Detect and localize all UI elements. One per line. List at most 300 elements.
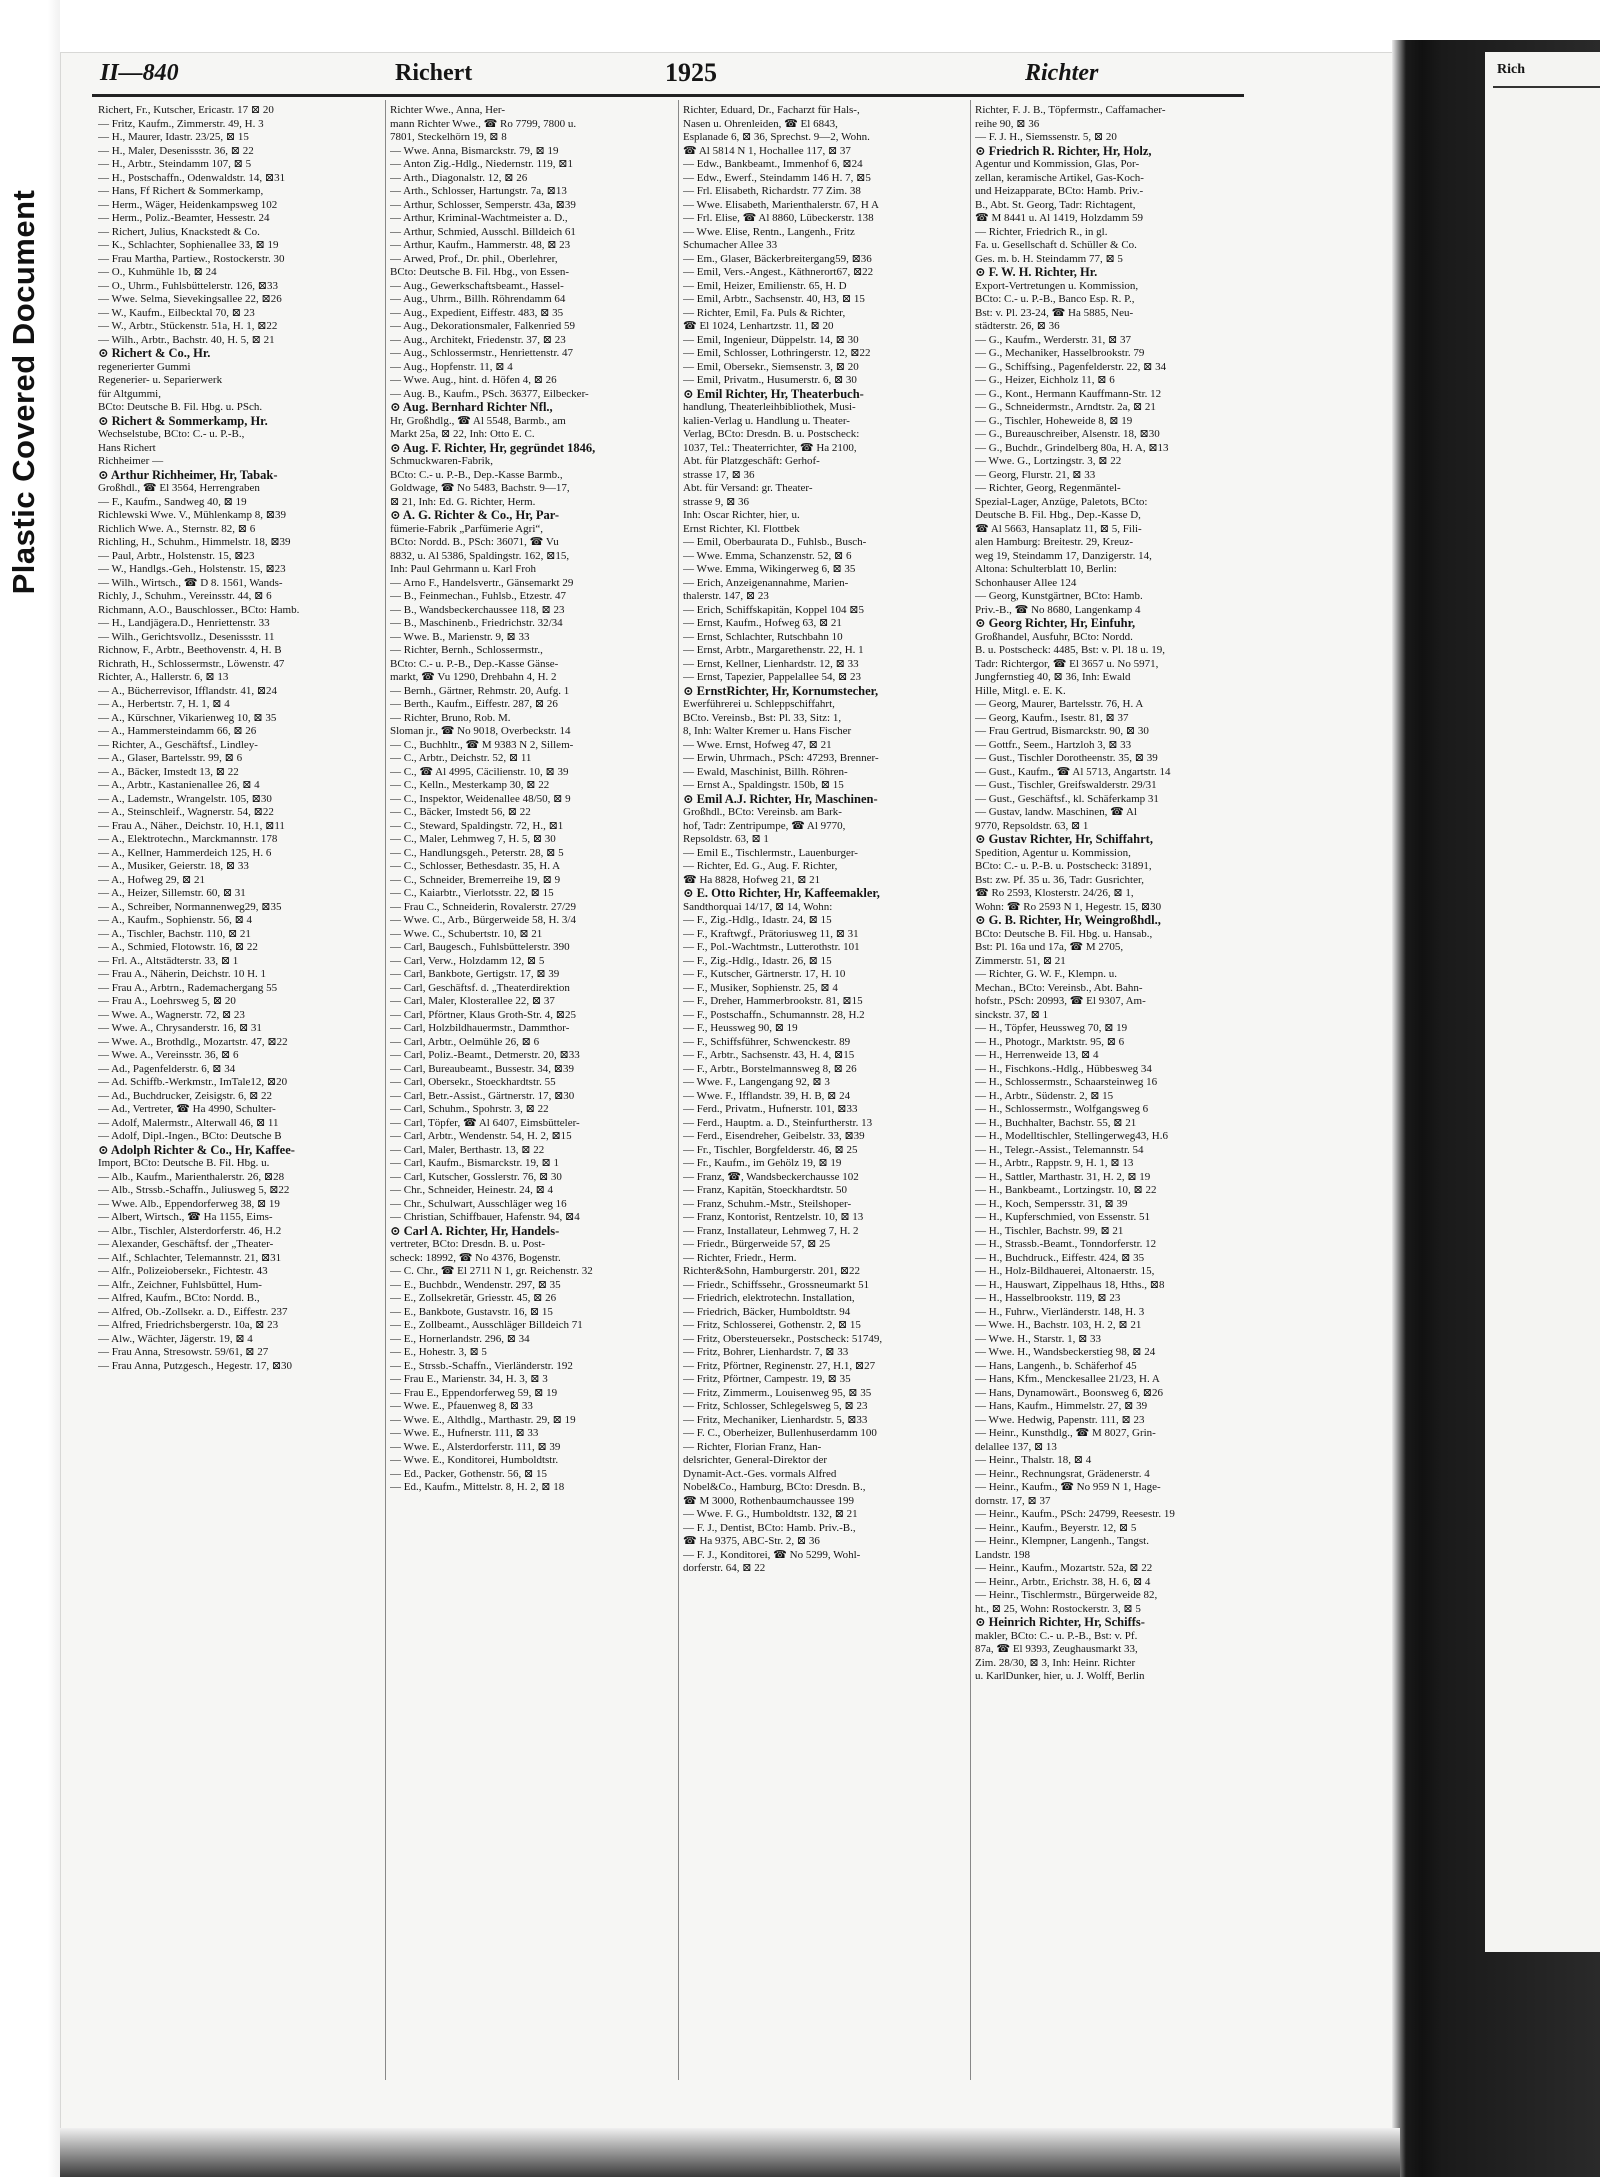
directory-entry: — Wwe. F., Langengang 92, ⊠ 3 <box>683 1076 830 1088</box>
directory-entry: fümerie-Fabrik „Parfümerie Agri“, <box>390 522 544 535</box>
directory-entry: — H., Photogr., Marktstr. 95, ⊠ 6 <box>975 1035 1125 1048</box>
directory-entry: — Alf., Schlachter, Telemannstr. 21, ⊠31 <box>98 1251 282 1264</box>
directory-entry: — Hans, Langenh., b. Schäferhof 45 <box>975 1359 1137 1372</box>
directory-entry: — A., Elektrotechn., Marckmannstr. 178 <box>98 833 278 845</box>
directory-entry: — Wwe. C., Schubertstr. 10, ⊠ 21 <box>390 927 543 940</box>
directory-entry: — A., Herbertstr. 7, H. 1, ⊠ 4 <box>98 698 230 710</box>
directory-entry: — Ernst, Schlachter, Rutschbahn 10 <box>683 630 843 643</box>
directory-entry: ht., ⊠ 25, Wohn: Rostockerstr. 3, ⊠ 5 <box>975 1602 1141 1615</box>
page-number: II—840 <box>100 60 179 86</box>
column-divider <box>385 100 386 2080</box>
directory-entry: — A., Hofweg 29, ⊠ 21 <box>98 873 205 886</box>
directory-entry: — A., Tischler, Bachstr. 110, ⊠ 21 <box>98 927 251 940</box>
directory-entry: — Wwe. Emma, Wikingerweg 6, ⊠ 35 <box>683 563 856 575</box>
directory-entry: — Richter, Emil, Fa. Puls & Richter, <box>683 306 846 319</box>
directory-entry: — Frl. Elisabeth, Richardstr. 77 Zim. 38 <box>683 185 861 197</box>
directory-entry: BCto: Deutsche B. Fil. Hbg., von Essen- <box>390 266 570 278</box>
directory-entry: — G., Bureauschreiber, Alsenstr. 18, ⊠30 <box>975 428 1160 440</box>
directory-entry: — Hans, Dynamowärt., Boonsweg 6, ⊠26 <box>975 1386 1163 1399</box>
header-left-word: Richert <box>395 60 473 86</box>
directory-entry: — F., Kraftwgf., Prätoriusweg 11, ⊠ 31 <box>683 927 859 940</box>
directory-entry: strasse 9, ⊠ 36 <box>683 495 750 508</box>
directory-entry: delallee 137, ⊠ 13 <box>975 1440 1057 1453</box>
directory-entry: — O., Kuhmühle 1b, ⊠ 24 <box>98 266 217 278</box>
directory-entry: Hille, Mitgl. e. E. K. <box>975 684 1066 697</box>
directory-entry: — Georg, Kunstgärtner, BCto: Hamb. <box>975 590 1143 602</box>
directory-entry: — E., Bankbote, Gustavstr. 16, ⊠ 15 <box>390 1305 553 1318</box>
directory-entry: — Christian, Schiffbauer, Hafenstr. 94, ⊠4 <box>390 1211 580 1223</box>
directory-entry: — Frau Anna, Stresowstr. 59/61, ⊠ 27 <box>98 1346 269 1358</box>
directory-entry: Landstr. 198 <box>975 1548 1030 1561</box>
directory-entry: Bst: Pl. 16a und 17a, ☎ M 2705, <box>975 941 1124 953</box>
directory-entry: — Richter, A., Geschäftsf., Lindley- <box>98 738 258 751</box>
directory-entry: BCto: C.- u. P.-B., Dep.-Kasse Gänse- <box>390 657 559 670</box>
directory-entry: — O., Uhrm., Fuhlsbüttelerstr. 126, ⊠33 <box>98 279 279 292</box>
column-2 <box>390 104 673 2079</box>
directory-entry: — G., Mechaniker, Hasselbrookstr. 79 <box>975 347 1145 359</box>
header-year: 1925 <box>665 58 717 87</box>
directory-entry: — Alfred, Ob.-Zollsekr. a. D., Eiffestr. 237 <box>98 1305 288 1318</box>
directory-entry: — F. J., Dentist, BCto: Hamb. Priv.-B., <box>683 1521 856 1534</box>
directory-entry: — Heinr., Tischlermstr., Bürgerweide 82, <box>975 1589 1158 1601</box>
directory-entry: — H., Modelltischler, Stellingerweg43, H.6 <box>975 1130 1168 1142</box>
directory-entry: — Franz, Kapitän, Stoeckhardtstr. 50 <box>683 1184 848 1196</box>
directory-entry: — C., Handlungsgeh., Peterstr. 28, ⊠ 5 <box>390 846 564 859</box>
directory-entry: BCto: C.- u. P.-B. u. Postscheck: 31891, <box>975 860 1152 872</box>
directory-entry: Bst: v. Pl. 23-24, ☎ Ha 5885, Neu- <box>975 306 1134 319</box>
directory-entry: 87a, ☎ El 9393, Zeughausmarkt 33, <box>975 1643 1138 1655</box>
directory-entry: — Wwe. Anna, Bismarckstr. 79, ⊠ 19 <box>390 144 559 157</box>
directory-entry: — Heinr., Kaufm., Beyerstr. 12, ⊠ 5 <box>975 1521 1137 1534</box>
directory-entry: ⊙ G. B. Richter, Hr, Weingroßhdl., <box>975 914 1161 927</box>
directory-entry: — Wwe. C., Arb., Bürgerweide 58, H. 3/4 <box>390 914 576 926</box>
directory-entry: — Ad., Buchdrucker, Zeisigstr. 6, ⊠ 22 <box>98 1089 273 1102</box>
directory-entry: — Friedr., Bürgerweide 57, ⊠ 25 <box>683 1238 831 1250</box>
directory-entry: — Wwe. A., Brothdlg., Mozartstr. 47, ⊠22 <box>98 1035 288 1048</box>
directory-entry: — Edw., Ewerf., Steindamm 146 H. 7, ⊠5 <box>683 171 871 184</box>
directory-entry: — Wwe. Elisabeth, Marienthalerstr. 67, H A <box>683 198 879 211</box>
directory-entry: städterstr. 26, ⊠ 36 <box>975 320 1060 332</box>
directory-entry: — Frl. Elise, ☎ Al 8860, Lübeckerstr. 138 <box>683 212 874 224</box>
directory-entry: — F., Kaufm., Sandweg 40, ⊠ 19 <box>98 495 247 508</box>
directory-entry: — Fr., Kaufm., im Gehölz 19, ⊠ 19 <box>683 1157 842 1169</box>
directory-entry: — Aug., Gewerkschaftsbeamt., Hassel- <box>390 279 564 292</box>
directory-entry: Richter&Sohn, Hamburgerstr. 201, ⊠22 <box>683 1265 861 1277</box>
directory-entry: — B., Maschinenb., Friedrichstr. 32/34 <box>390 617 563 629</box>
directory-entry: — Ferd., Privatm., Hufnerstr. 101, ⊠33 <box>683 1103 858 1115</box>
directory-entry: ☎ M 3000, Rothenbaumchaussee 199 <box>683 1494 855 1507</box>
directory-entry: — Aug., Expedient, Eiffestr. 483, ⊠ 35 <box>390 306 564 319</box>
directory-entry: — Emil E., Tischlermstr., Lauenburger- <box>683 846 858 859</box>
directory-entry: Schumacher Allee 33 <box>683 239 778 251</box>
directory-entry: — C., Maler, Lehmweg 7, H. 5, ⊠ 30 <box>390 833 556 845</box>
directory-entry: — Chr., Schneider, Heinestr. 24, ⊠ 4 <box>390 1184 554 1196</box>
directory-entry: Verlag, BCto: Dresdn. B. u. Postscheck: <box>683 428 860 440</box>
directory-entry: ⊙ Arthur Richheimer, Hr, Tabak- <box>98 468 278 482</box>
directory-entry: — G., Tischler, Hoheweide 8, ⊠ 19 <box>975 414 1133 427</box>
directory-entry: — Emil, Oberbaurata D., Fuhlsb., Busch- <box>683 536 867 548</box>
directory-entry: — Richter, Florian Franz, Han- <box>683 1440 822 1453</box>
directory-entry: — Adolf, Dipl.-Ingen., BCto: Deutsche B <box>98 1130 282 1142</box>
directory-entry: 9770, Repsoldstr. 63, ⊠ 1 <box>975 819 1089 832</box>
directory-entry: — Franz, Installateur, Lehmweg 7, H. 2 <box>683 1224 859 1237</box>
directory-entry: Tadr: Richtergor, ☎ El 3657 u. No 5971, <box>975 657 1159 670</box>
directory-entry: Ges. m. b. H. Steindamm 77, ⊠ 5 <box>975 252 1123 265</box>
directory-entry: — F., Kutscher, Gärtnerstr. 17, H. 10 <box>683 968 846 980</box>
directory-entry: Richheimer — <box>98 455 164 467</box>
directory-entry: — Friedrich, Bäcker, Humboldtstr. 94 <box>683 1305 851 1318</box>
directory-entry: — F. C., Oberheizer, Bullenhuserdamm 100 <box>683 1427 877 1439</box>
header-rule <box>92 94 1244 97</box>
directory-entry: Wechselstube, BCto: C.- u. P.-B., <box>98 428 245 440</box>
directory-entry: ⊙ Georg Richter, Hr, Einfuhr, <box>975 617 1136 630</box>
column-1 <box>98 104 381 2079</box>
directory-entry: Ernst Richter, Kl. Flottbek <box>683 522 800 535</box>
directory-entry: — C., ☎ Al 4995, Cäcilienstr. 10, ⊠ 39 <box>390 765 569 778</box>
directory-entry: — Frau A., Loehrsweg 5, ⊠ 20 <box>98 995 236 1007</box>
directory-entry: — Alfred, Friedrichsbergerstr. 10a, ⊠ 23 <box>98 1319 279 1331</box>
directory-entry: — C., Bäcker, Imstedt 56, ⊠ 22 <box>390 806 531 818</box>
directory-entry: — Wwe. Selma, Sievekingsallee 22, ⊠26 <box>98 293 282 305</box>
directory-entry: u. KarlDunker, hier, u. J. Wolff, Berlin <box>975 1670 1145 1682</box>
directory-entry: — Aug., Hopfenstr. 11, ⊠ 4 <box>390 360 513 373</box>
directory-entry: — Carl, Geschäftsf. d. „Theaterdirektion <box>390 981 570 994</box>
directory-entry: — W., Arbtr., Stückenstr. 51a, H. 1, ⊠22 <box>98 320 278 332</box>
directory-entry: Wohn: ☎ Ro 2593 N 1, Hegestr. 15, ⊠30 <box>975 900 1162 913</box>
directory-entry: — Wwe. F., Ifflandstr. 39, H. B, ⊠ 24 <box>683 1089 851 1102</box>
directory-entry: — Arth., Diagonalstr. 12, ⊠ 26 <box>390 171 528 184</box>
directory-entry: Spedition, Agentur u. Kommission, <box>975 846 1131 859</box>
directory-entry: — Alexander, Geschäftsf. der „Theater- <box>98 1238 274 1250</box>
directory-entry: — Wilh., Arbtr., Bachstr. 40, H. 5, ⊠ 21 <box>98 333 275 346</box>
directory-entry: regenerierter Gummi <box>98 360 191 373</box>
directory-entry: — F., Zig.-Hdlg., Idastr. 26, ⊠ 15 <box>683 954 832 967</box>
directory-entry: makler, BCto: C.- u. P.-B., Bst: v. Pf. <box>975 1629 1138 1642</box>
directory-entry: — Carl, Maler, Klosterallee 22, ⊠ 37 <box>390 995 555 1007</box>
directory-entry: Inh: Oscar Richter, hier, u. <box>683 509 800 521</box>
directory-entry: — Ewald, Maschinist, Billh. Röhren- <box>683 765 848 778</box>
directory-entry: — Emil, Privatm., Husumerstr. 6, ⊠ 30 <box>683 374 857 386</box>
directory-entry: alen Hamburg: Breitestr. 29, Kreuz- <box>975 536 1134 548</box>
directory-entry: ⊙ Heinrich Richter, Hr, Schiffs- <box>975 1616 1145 1629</box>
directory-entry: — Erich, Anzeigenannahme, Marien- <box>683 576 849 589</box>
directory-entry: — G., Schneidermstr., Arndtstr. 2a, ⊠ 21 <box>975 401 1156 413</box>
directory-entry: für Altgummi, <box>98 387 161 400</box>
directory-entry: Agentur und Kommission, Glas, Por- <box>975 158 1140 170</box>
directory-entry: ⊙ A. G. Richter & Co., Hr, Par- <box>390 509 560 522</box>
directory-entry: — Wwe. B., Marienstr. 9, ⊠ 33 <box>390 630 530 643</box>
directory-entry: Richter, F. J. B., Töpfermstr., Caffamacher- <box>975 104 1166 116</box>
directory-entry: — Frau E., Eppendorferweg 59, ⊠ 19 <box>390 1386 558 1399</box>
directory-entry: ⊠ 21, Inh: Ed. G. Richter, Herm. <box>390 495 536 508</box>
directory-entry: Inh: Paul Gehrmann u. Karl Froh <box>390 563 537 575</box>
directory-entry: markt, ☎ Vu 1290, Drehbahn 4, H. 2 <box>390 671 557 683</box>
directory-entry: strasse 17, ⊠ 36 <box>683 468 755 481</box>
directory-entry: — Carl, Pförtner, Klaus Groth-Str. 4, ⊠25 <box>390 1008 576 1021</box>
directory-entry: — Wwe. E., Alsterdorferstr. 111, ⊠ 39 <box>390 1440 561 1453</box>
directory-entry: zellan, keramische Artikel, Gas-Koch- <box>975 171 1144 184</box>
directory-entry: — Georg, Flurstr. 21, ⊠ 33 <box>975 468 1096 481</box>
directory-entry: — H., Arbtr., Rappstr. 9, H. 1, ⊠ 13 <box>975 1157 1134 1169</box>
directory-entry: dornstr. 17, ⊠ 37 <box>975 1494 1051 1507</box>
directory-entry: — H., Schlossermstr., Schaarsteinweg 16 <box>975 1076 1158 1088</box>
directory-entry: — Ferd., Hauptm. a. D., Steinfurtherstr. 13 <box>683 1116 873 1129</box>
directory-entry: — Em., Glaser, Bäckerbreitergang59, ⊠36 <box>683 252 872 265</box>
directory-entry: — W., Kaufm., Eilbecktal 70, ⊠ 23 <box>98 306 255 319</box>
directory-entry: — Gust., Kaufm., ☎ Al 5713, Angartstr. 14 <box>975 765 1171 778</box>
directory-entry: BCto: Deutsche B. Fil. Hbg. u. PSch. <box>98 401 263 413</box>
directory-entry: Spezial-Lager, Anzüge, Paletots, BCto: <box>975 495 1148 508</box>
directory-entry: — H., Hauswart, Zippelhaus 18, Hths., ⊠8 <box>975 1278 1165 1291</box>
directory-entry: — Richter, G. W. F., Klempn. u. <box>975 968 1117 980</box>
directory-entry: BCto: Deutsche B. Fil. Hbg. u. Hansab., <box>975 927 1153 940</box>
directory-entry: — F. J. H., Siemssenstr. 5, ⊠ 20 <box>975 131 1117 143</box>
directory-entry: BCto. Vereinsb., Bst: Pl. 33, Sitz: 1, <box>683 711 842 724</box>
directory-entry: 8832, u. Al 5386, Spaldingstr. 162, ⊠15, <box>390 549 570 562</box>
directory-entry: — Wwe. Aug., hint. d. Höfen 4, ⊠ 26 <box>390 374 557 386</box>
directory-entry: — Wwe. E., Althdlg., Marthastr. 29, ⊠ 19 <box>390 1413 576 1426</box>
directory-entry: — C., Kaiarbtr., Vierlotsstr. 22, ⊠ 15 <box>390 887 554 899</box>
directory-entry: — Carl, Arbtr., Oelmühle 26, ⊠ 6 <box>390 1035 540 1048</box>
directory-entry: — Richter, Bernh., Schlossermstr., <box>390 644 543 656</box>
directory-entry: — A., Bäcker, Imstedt 13, ⊠ 22 <box>98 765 239 778</box>
directory-entry: ⊙ Gustav Richter, Hr, Schiffahrt, <box>975 833 1153 846</box>
directory-entry: — Emil, Ingenieur, Düppelstr. 14, ⊠ 30 <box>683 333 859 346</box>
directory-entry: — C., Arbtr., Deichstr. 52, ⊠ 11 <box>390 752 532 764</box>
directory-entry: — Heinr., Arbtr., Erichstr. 38, H. 6, ⊠ 4 <box>975 1575 1151 1588</box>
directory-entry: — Heinr., Kaufm., ☎ No 959 N 1, Hage- <box>975 1481 1161 1493</box>
directory-entry: — K., Schlachter, Sophienallee 33, ⊠ 19 <box>98 239 279 251</box>
header-right-word: Richter <box>1025 60 1099 86</box>
directory-entry: — Wwe. H., Starstr. 1, ⊠ 33 <box>975 1332 1102 1345</box>
directory-entry: — A., Schmied, Flotowstr. 16, ⊠ 22 <box>98 941 258 953</box>
directory-entry: — Wwe. E., Konditorei, Humboldtstr. <box>390 1454 559 1466</box>
directory-entry: — Hans, Kfm., Menckesallee 21/23, H. A <box>975 1373 1160 1385</box>
directory-entry: — E., Zollbeamt., Ausschläger Billdeich 71 <box>390 1319 583 1331</box>
directory-entry: — Carl, Bankbote, Gertigstr. 17, ⊠ 39 <box>390 968 560 980</box>
directory-entry: Bst: zw. Pf. 35 u. 36, Tadr: Gusrichter, <box>975 873 1144 886</box>
directory-entry: — Wwe. A., Chrysanderstr. 16, ⊠ 31 <box>98 1022 262 1034</box>
directory-entry: — Arno F., Handelsvertr., Gänsemarkt 29 <box>390 576 574 589</box>
directory-entry: — Carl, Arbtr., Wendenstr. 54, H. 2, ⊠15 <box>390 1130 572 1142</box>
directory-entry: — Berth., Kaufm., Eiffestr. 287, ⊠ 26 <box>390 698 558 710</box>
directory-entry: — Wwe. F. G., Humboldtstr. 132, ⊠ 21 <box>683 1508 858 1520</box>
directory-entry: — Ernst, Arbtr., Margarethenstr. 22, H. 1 <box>683 644 864 656</box>
directory-entry: — H., Strassb.-Beamt., Tonndorferstr. 12 <box>975 1238 1157 1250</box>
directory-entry: — Fritz, Pförtner, Reginenstr. 27, H.1, ⊠27 <box>683 1359 876 1372</box>
directory-entry: Zimmerstr. 51, ⊠ 21 <box>975 954 1066 967</box>
directory-entry: — Aug. B., Kaufm., PSch. 36377, Eilbecker- <box>390 387 589 400</box>
directory-entry: — Bernh., Gärtner, Rehmstr. 20, Aufg. 1 <box>390 684 570 697</box>
directory-entry: — H., Sattler, Marthastr. 31, H. 2, ⊠ 19 <box>975 1170 1151 1183</box>
directory-entry: — Erich, Schiffskapitän, Koppel 104 ⊠5 <box>683 603 865 616</box>
directory-entry: — Carl, Töpfer, ☎ Al 6407, Eimsbütteler- <box>390 1116 580 1129</box>
directory-entry: — Fritz, Pförtner, Campestr. 19, ⊠ 35 <box>683 1373 851 1385</box>
directory-entry: — F., Pol.-Wachtmstr., Lutterothstr. 101 <box>683 941 860 953</box>
directory-entry: — H., Holz-Bildhauerei, Altonaerstr. 15, <box>975 1265 1155 1277</box>
directory-entry: — Wwe. H., Bachstr. 103, H. 2, ⊠ 21 <box>975 1319 1142 1331</box>
directory-entry: — Carl, Kutscher, Gosslerstr. 76, ⊠ 30 <box>390 1170 562 1183</box>
directory-entry: scheck: 18992, ☎ No 4376, Bogenstr. <box>390 1251 561 1264</box>
directory-entry: — F., Schiffsführer, Schwenckestr. 89 <box>683 1035 851 1048</box>
directory-entry: — Aug., Uhrm., Billh. Röhrendamm 64 <box>390 293 566 305</box>
directory-entry: — Franz, Schuhm.-Mstr., Steilshoper- <box>683 1197 852 1210</box>
directory-entry: Sandthorquai 14/17, ⊠ 14, Wohn: <box>683 900 833 913</box>
directory-entry: mann Richter Wwe., ☎ Ro 7799, 7800 u. <box>390 117 577 130</box>
directory-entry: — Georg, Maurer, Bartelsstr. 76, H. A <box>975 698 1144 710</box>
directory-entry: — Heinr., Thalstr. 18, ⊠ 4 <box>975 1454 1092 1466</box>
directory-entry: Richter, Eduard, Dr., Facharzt für Hals-, <box>683 104 860 116</box>
directory-entry: Altona: Schulterblatt 10, Berlin: <box>975 563 1117 575</box>
directory-entry: Jungfernstieg 40, ⊠ 36, Inh: Ewald <box>975 671 1131 683</box>
next-page-rule <box>1493 86 1600 88</box>
directory-entry: — Fritz, Obersteuersekr., Postscheck: 51749, <box>683 1332 883 1345</box>
directory-entry: weg 19, Steindamm 17, Danzigerstr. 14, <box>975 549 1152 562</box>
directory-entry: reihe 90, ⊠ 36 <box>975 117 1040 130</box>
directory-entry: — Fritz, Schlosserei, Gothenstr. 2, ⊠ 15 <box>683 1319 861 1331</box>
directory-entry: — Heinr., Klempner, Langenh., Tangst. <box>975 1535 1149 1547</box>
directory-entry: — W., Handlgs.-Geh., Holstenstr. 15, ⊠23 <box>98 563 286 575</box>
directory-entry: Schonhauser Allee 124 <box>975 576 1077 589</box>
directory-entry: — Frau C., Schneiderin, Rovalerstr. 27/29 <box>390 900 577 913</box>
directory-entry: — Frau Anna, Putzgesch., Hegestr. 17, ⊠30 <box>98 1359 293 1372</box>
directory-entry: hof, Tadr: Zentripumpe, ☎ Al 9770, <box>683 819 846 832</box>
directory-entry: — Wwe. A., Vereinsstr. 36, ⊠ 6 <box>98 1049 239 1061</box>
directory-entry: Hr, Großhdlg., ☎ Al 5548, Barmb., am <box>390 414 566 427</box>
directory-entry: ⊙ Adolph Richter & Co., Hr, Kaffee- <box>98 1143 295 1157</box>
directory-entry: — Emil, Heizer, Emilienstr. 65, H. D <box>683 279 847 292</box>
directory-entry: ☎ Ha 8828, Hofweg 21, ⊠ 21 <box>683 873 821 886</box>
directory-entry: Großhandel, Ausfuhr, BCto: Nordd. <box>975 630 1133 643</box>
directory-entry: Repsoldstr. 63, ⊠ 1 <box>683 833 769 845</box>
directory-entry: ☎ Al 5814 N 1, Hochallee 117, ⊠ 37 <box>683 144 851 157</box>
directory-entry: — C., Kelln., Mesterkamp 30, ⊠ 22 <box>390 779 550 791</box>
directory-entry: — Wwe. E., Hufnerstr. 111, ⊠ 33 <box>390 1427 539 1439</box>
directory-entry: — Heinr., Kaufm., Mozartstr. 52a, ⊠ 22 <box>975 1562 1153 1574</box>
directory-entry: — H., Buchhalter, Bachstr. 55, ⊠ 21 <box>975 1116 1137 1129</box>
directory-entry: — F., Zig.-Hdlg., Idastr. 24, ⊠ 15 <box>683 914 832 926</box>
directory-entry: — Carl, Verw., Holzdamm 12, ⊠ 5 <box>390 954 545 967</box>
directory-entry: — H., Fuhrw., Vierländerstr. 148, H. 3 <box>975 1305 1145 1318</box>
directory-entry: — Frau Gertrud, Bismarckstr. 90, ⊠ 30 <box>975 725 1149 737</box>
directory-entry: sinckstr. 37, ⊠ 1 <box>975 1008 1049 1021</box>
directory-entry: — H., Buchdruck., Eiffestr. 424, ⊠ 35 <box>975 1251 1145 1264</box>
directory-entry: Ewerführerei u. Schleppschiffahrt, <box>683 698 835 710</box>
directory-entry: Mechan., BCto: Vereinsb., Abt. Bahn- <box>975 981 1143 994</box>
directory-entry: — A., Hammersteindamm 66, ⊠ 26 <box>98 725 257 737</box>
directory-entry: — A., Arbtr., Kastanienallee 26, ⊠ 4 <box>98 779 260 791</box>
directory-entry: Nasen u. Ohrenleiden, ☎ El 6843, <box>683 117 838 130</box>
directory-entry: ☎ Ro 2593, Klosterstr. 24/26, ⊠ 1, <box>975 887 1134 899</box>
directory-entry: Richlich Wwe. A., Sternstr. 82, ⊠ 6 <box>98 522 256 535</box>
directory-entry: — H., Maler, Desenissstr. 36, ⊠ 22 <box>98 144 254 157</box>
directory-entry: — H., Töpfer, Heussweg 70, ⊠ 19 <box>975 1022 1128 1034</box>
directory-entry: Richter Wwe., Anna, Her- <box>390 104 506 116</box>
bottom-shadow <box>60 2128 1400 2177</box>
directory-entry: — C., Buchhltr., ☎ M 9383 N 2, Sillem- <box>390 738 574 751</box>
column-4 <box>975 104 1258 2079</box>
directory-entry: Regenerier- u. Separierwerk <box>98 374 223 386</box>
directory-entry: ☎ Al 5663, Hansaplatz 11, ⊠ 5, Fili- <box>975 522 1142 535</box>
directory-entry: — A., Kaufm., Sophienstr. 56, ⊠ 4 <box>98 914 253 926</box>
directory-entry: — Alfred, Kaufm., BCto: Nordd. B., <box>98 1292 260 1304</box>
directory-entry: Goldwage, ☎ No 5483, Bachstr. 9—17, <box>390 482 570 494</box>
directory-entry: — C., Steward, Spaldingstr. 72, H., ⊠1 <box>390 819 564 832</box>
directory-entry: — C. Chr., ☎ El 2711 N 1, gr. Reichenstr. 32 <box>390 1265 593 1277</box>
directory-entry: — Ed., Kaufm., Mittelstr. 8, H. 2, ⊠ 18 <box>390 1481 565 1493</box>
directory-entry: — Gust., Tischler, Greifswalderstr. 29/31 <box>975 779 1157 791</box>
directory-entry: delsrichter, General-Direktor der <box>683 1454 828 1466</box>
directory-entry: — Carl, Kaufm., Bismarckstr. 19, ⊠ 1 <box>390 1157 560 1169</box>
directory-entry: — H., Hasselbrookstr. 119, ⊠ 23 <box>975 1292 1121 1304</box>
directory-entry: — Frau A., Näherin, Deichstr. 10 H. 1 <box>98 968 267 980</box>
directory-entry: — E., Strssb.-Schaffn., Vierländerstr. 192 <box>390 1359 573 1372</box>
directory-entry: — Emil, Vers.-Angest., Käthnerort67, ⊠22 <box>683 266 874 278</box>
directory-entry: — A., Schreiber, Normannenweg29, ⊠35 <box>98 900 282 913</box>
directory-entry: — Aug., Architekt, Friedenstr. 37, ⊠ 23 <box>390 333 566 346</box>
directory-entry: handlung, Theaterleihbibliothek, Musi- <box>683 401 856 413</box>
directory-entry: — Arthur, Schmied, Ausschl. Billdeich 61 <box>390 225 576 238</box>
directory-entry: ⊙ Carl A. Richter, Hr, Handels- <box>390 1224 560 1238</box>
directory-entry: — C., Inspektor, Weidenallee 48/50, ⊠ 9 <box>390 792 571 805</box>
directory-entry: — Heinr., Rechnungsrat, Grädenerstr. 4 <box>975 1467 1150 1480</box>
directory-entry: — Frau Martha, Partiew., Rostockerstr. 30 <box>98 252 285 265</box>
directory-entry: — Ernst A., Spaldingstr. 150b, ⊠ 15 <box>683 779 844 791</box>
directory-entry: 8, Inh: Walter Kremer u. Hans Fischer <box>683 725 852 737</box>
directory-entry: ⊙ ErnstRichter, Hr, Kornumstecher, <box>683 684 879 698</box>
directory-entry: — Wwe. A., Wagnerstr. 72, ⊠ 23 <box>98 1008 245 1021</box>
next-page-header: Rich <box>1497 62 1525 77</box>
directory-entry: — Richter, Ed. G., Aug. F. Richter, <box>683 860 838 872</box>
directory-entry: — Aug., Schlossermstr., Henriettenstr. 47 <box>390 347 574 359</box>
directory-entry: — A., Heizer, Sillemstr. 60, ⊠ 31 <box>98 887 246 899</box>
directory-entry: — Fritz, Kaufm., Zimmerstr. 49, H. 3 <box>98 117 264 130</box>
directory-entry: Richert, Fr., Kutscher, Ericastr. 17 ⊠ 20 <box>98 104 274 116</box>
directory-entry: — E., Zollsekretär, Griesstr. 45, ⊠ 26 <box>390 1292 557 1304</box>
directory-entry: Großhdl., ☎ El 3564, Herrengraben <box>98 482 260 494</box>
directory-entry: Abt. für Versand: gr. Theater- <box>683 482 813 494</box>
directory-entry: — F., Arbtr., Sachsenstr. 43, H. 4, ⊠15 <box>683 1049 855 1061</box>
directory-entry: kalien-Verlag u. Handlung u. Theater- <box>683 414 850 427</box>
directory-entry: — Herm., Poliz.-Beamter, Hessestr. 24 <box>98 212 270 224</box>
directory-entry: ⊙ F. W. H. Richter, Hr. <box>975 266 1098 279</box>
side-label-text: Plastic Covered Document <box>6 189 41 595</box>
directory-entry: BCto: C.- u. P.-B., Dep.-Kasse Barmb., <box>390 468 563 481</box>
directory-entry: — H., Arbtr., Steindamm 107, ⊠ 5 <box>98 158 252 170</box>
directory-entry: — Wwe. H., Wandsbeckerstieg 98, ⊠ 24 <box>975 1346 1156 1358</box>
directory-entry: Abt. für Platzgeschäft: Gerhof- <box>683 455 820 467</box>
directory-entry: — Carl, Holzbildhauermstr., Dammthor- <box>390 1022 570 1034</box>
directory-entry: — Georg, Kaufm., Isestr. 81, ⊠ 37 <box>975 711 1129 724</box>
directory-entry: — Friedrich, elektrotechn. Installation, <box>683 1292 855 1304</box>
directory-entry: Richlewski Wwe. V., Mühlenkamp 8, ⊠39 <box>98 509 286 521</box>
directory-entry: Nobel&Co., Hamburg, BCto: Dresdn. B., <box>683 1481 866 1493</box>
directory-entry: — Wwe. Ernst, Hofweg 47, ⊠ 21 <box>683 738 832 751</box>
directory-entry: — Frau A., Näher., Deichstr. 10, H.1, ⊠11 <box>98 819 285 832</box>
directory-entry: — Gottfr., Seem., Hartzloh 3, ⊠ 33 <box>975 738 1132 751</box>
directory-entry: — A., Glaser, Bartelsstr. 99, ⊠ 6 <box>98 752 243 764</box>
directory-entry: — G., Kaufm., Werderstr. 31, ⊠ 37 <box>975 333 1131 346</box>
directory-entry: — Adolf, Malermstr., Alterwall 46, ⊠ 11 <box>98 1116 279 1129</box>
directory-entry: — Ad. Schiffb.-Werkmstr., ImTale12, ⊠20 <box>98 1076 288 1088</box>
directory-entry: Import, BCto: Deutsche B. Fil. Hbg. u. <box>98 1157 270 1169</box>
directory-entry: — Ed., Packer, Gothenstr. 56, ⊠ 15 <box>390 1467 547 1480</box>
directory-entry: — C., Schneider, Bremerreihe 19, ⊠ 9 <box>390 873 561 886</box>
directory-entry: — Wwe. Hedwig, Papenstr. 111, ⊠ 23 <box>975 1413 1145 1426</box>
directory-entry: — Herm., Wäger, Heidenkampsweg 102 <box>98 198 278 211</box>
directory-entry: — Wwe. G., Lortzingstr. 3, ⊠ 22 <box>975 455 1122 467</box>
directory-entry: Richnow, F., Arbtr., Beethovenstr. 4, H. B <box>98 644 282 656</box>
